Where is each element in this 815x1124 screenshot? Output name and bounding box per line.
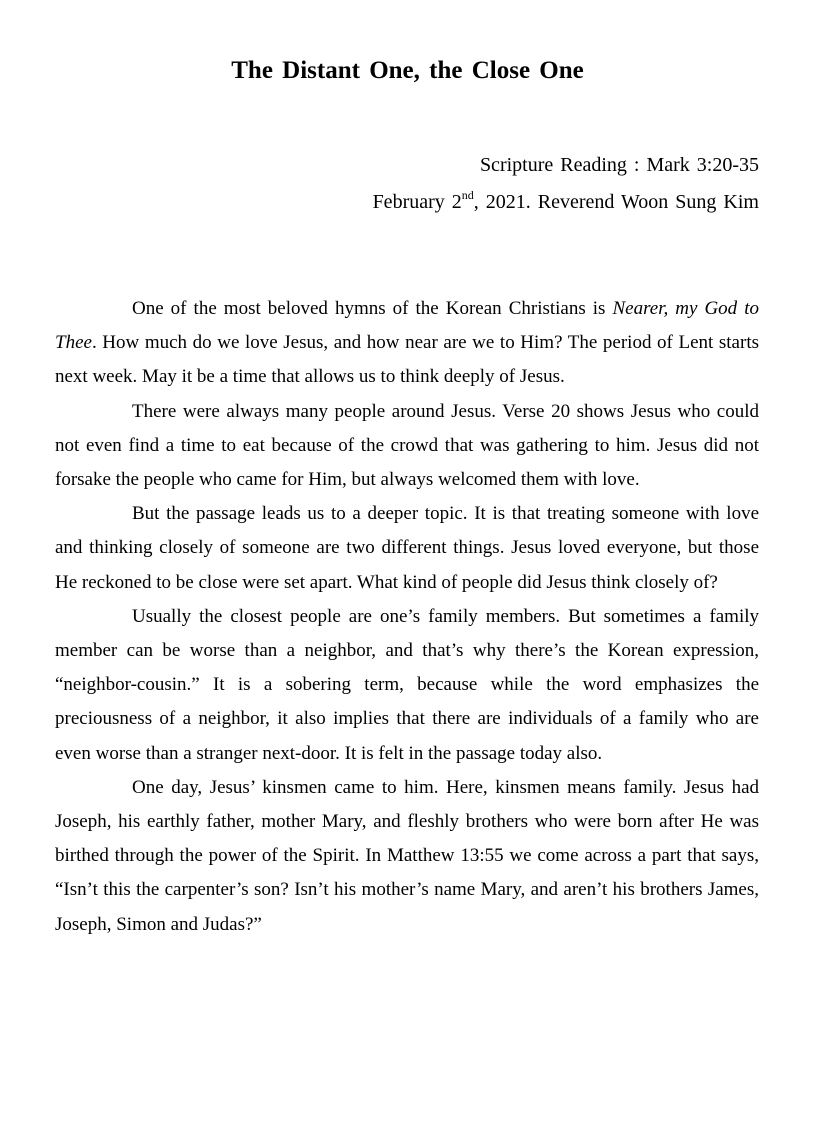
document-title: The Distant One, the Close One (231, 57, 584, 84)
sermon-date-author (159, 184, 759, 221)
paragraph-4: Usually the closest people are one’s family members. But sometimes a family member can be worse than a neighbor, and that’s why there’s the Korean expression, “neighbor-cousin.” It is a sobering term, because while the word emphasizes the preciousness of a neighbor, it also implies that there are individuals of a family who are even worse than a stranger next-door. It is felt in the passage today also. (55, 605, 759, 764)
date-day: February 2 (372, 191, 462, 213)
sermon-body (55, 292, 759, 942)
paragraph-1-rest: . How much do we love Jesus, and how near are we to Him? The period of Lent starts next week. May it be a time that allows us to think deeply of Jesus. (55, 332, 759, 388)
sermon-meta (159, 147, 759, 221)
paragraph-1 (55, 292, 759, 395)
paragraph-1-intro: One of the most beloved hymns of the Korean Christians is (132, 298, 613, 319)
date-year-author: , 2021. Reverend Woon Sung Kim (473, 191, 759, 213)
paragraph-5: One day, Jesus’ kinsmen came to him. Here, kinsmen means family. Jesus had Joseph, his earthly father, mother Mary, and fleshly brothers who were born after He was birthed through the power of the Spirit. In Matthew 13:55 we come across a part that says, “Isn’t this the carpenter’s son? Isn’t his mother’s name Mary, and aren’t his brothers James, Joseph, Simon and Judas?” (55, 776, 759, 935)
paragraph-3: But the passage leads us to a deeper topic. It is that treating someone with love and thinking closely of someone are two different things. Jesus loved everyone, but those He reckoned to be close were set apart. What kind of people did Jesus think closely of? (55, 503, 759, 593)
date-ordinal-suffix: nd (461, 188, 474, 203)
hymn-title: Nearer, my God to Thee (55, 298, 759, 354)
scripture-reading: Scripture Reading : Mark 3:20-35 (479, 154, 759, 176)
paragraph-2: There were always many people around Jesus. Verse 20 shows Jesus who could not even find a time to eat because of the crowd that was gathering to him. Jesus did not forsake the people who came for Him, but always welcomed them with love. (55, 400, 759, 491)
